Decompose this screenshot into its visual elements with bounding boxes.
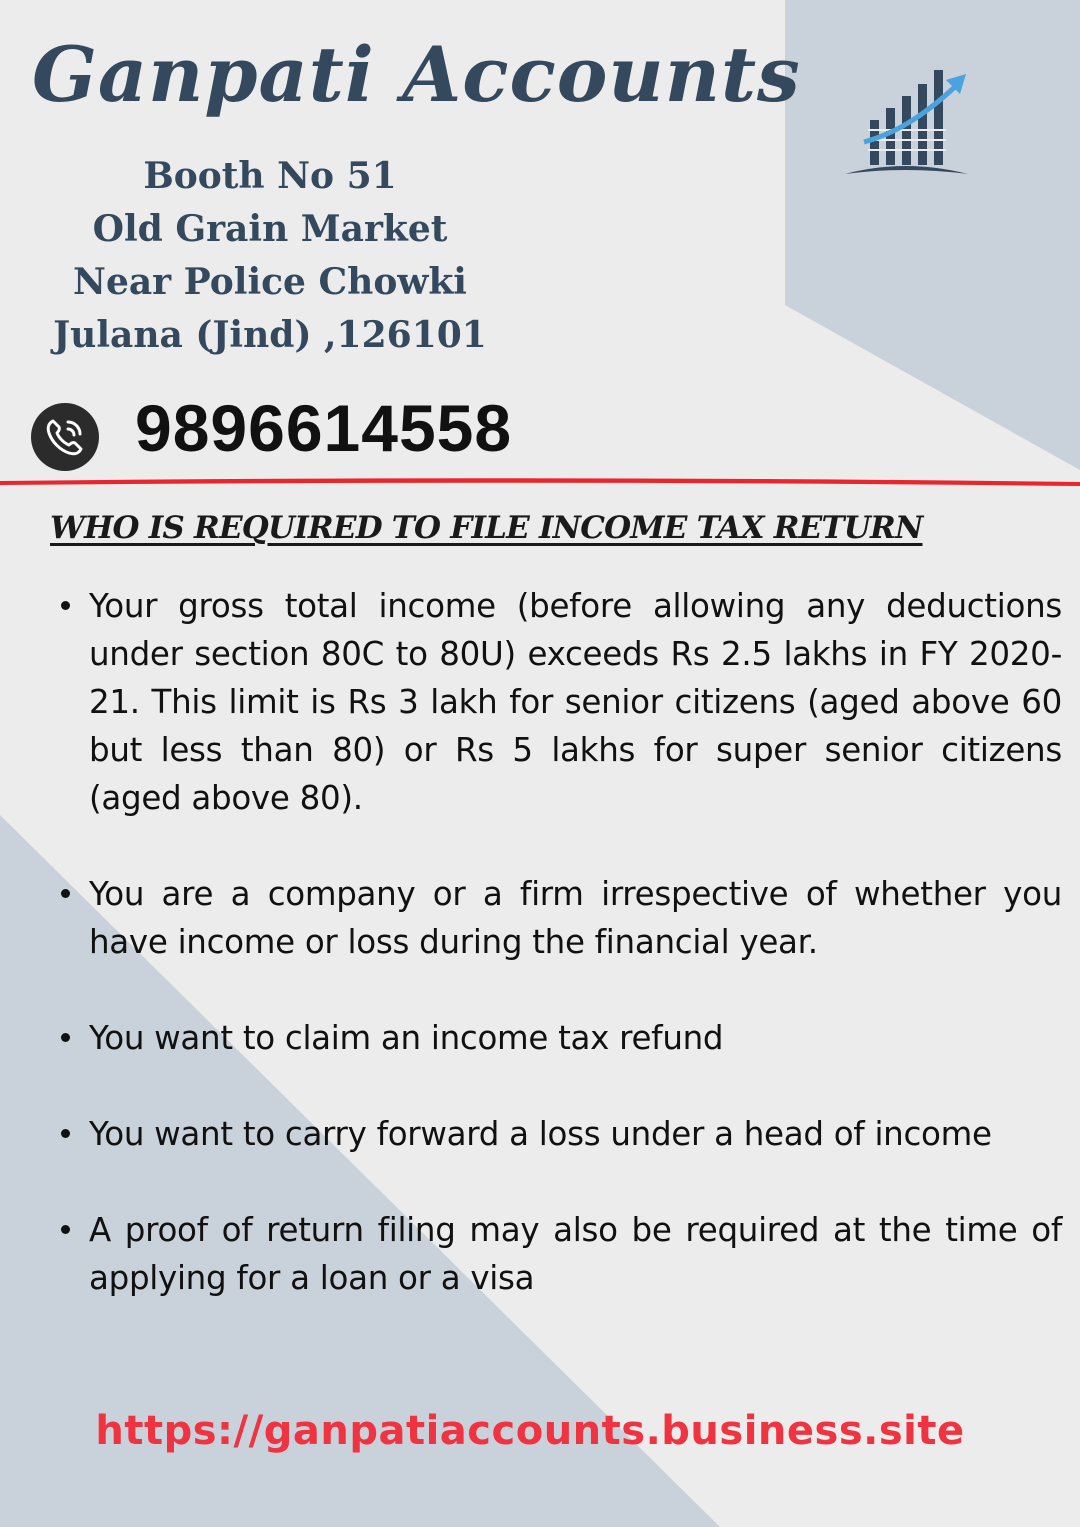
address-line: Booth No 51 xyxy=(143,155,397,197)
list-item xyxy=(58,870,1062,966)
list-item-text: You want to carry forward a loss under a head of income xyxy=(89,1115,992,1153)
bullet-dot-icon xyxy=(61,1225,70,1234)
section-heading: WHO IS REQUIRED TO FILE INCOME TAX RETURN xyxy=(50,510,923,546)
address-line: Old Grain Market xyxy=(92,208,448,250)
requirements-list xyxy=(58,582,1062,1302)
phone-icon xyxy=(30,402,100,472)
bullet-dot-icon xyxy=(61,1129,70,1138)
bullet-dot-icon xyxy=(61,889,70,898)
list-item-text: You want to claim an income tax refund xyxy=(89,1019,724,1057)
bar-chart-arrow-logo-icon xyxy=(840,60,975,180)
red-divider-line xyxy=(0,474,1080,490)
list-item xyxy=(58,582,1062,822)
bullet-dot-icon xyxy=(61,601,70,610)
address-line: Julana (Jind) ,126101 xyxy=(53,314,487,356)
list-item-text: Your gross total income (before allowing any deductions under section 80C to 80U) exceeds Rs 2.5 lakhs in FY 2020-21. This limit is Rs 3 lakh for senior citizens (aged above 60 but less than 80) or Rs 5 lakhs for super senior citizens (aged above 80). xyxy=(89,587,1062,817)
list-item xyxy=(58,1110,1062,1158)
list-item xyxy=(58,1014,1062,1062)
address-block xyxy=(40,150,500,362)
list-item xyxy=(58,1206,1062,1302)
address-line: Near Police Chowki xyxy=(73,261,467,303)
website-link[interactable]: https://ganpatiaccounts.business.site xyxy=(95,1408,965,1454)
list-item-text: A proof of return filing may also be required at the time of applying for a loan or a visa xyxy=(89,1211,1062,1297)
phone-number: 9896614558 xyxy=(135,391,513,465)
page-title: Ganpati Accounts xyxy=(32,30,801,119)
bullet-dot-icon xyxy=(61,1033,70,1042)
list-item-text: You are a company or a firm irrespective of whether you have income or loss during the financial year. xyxy=(89,875,1062,961)
